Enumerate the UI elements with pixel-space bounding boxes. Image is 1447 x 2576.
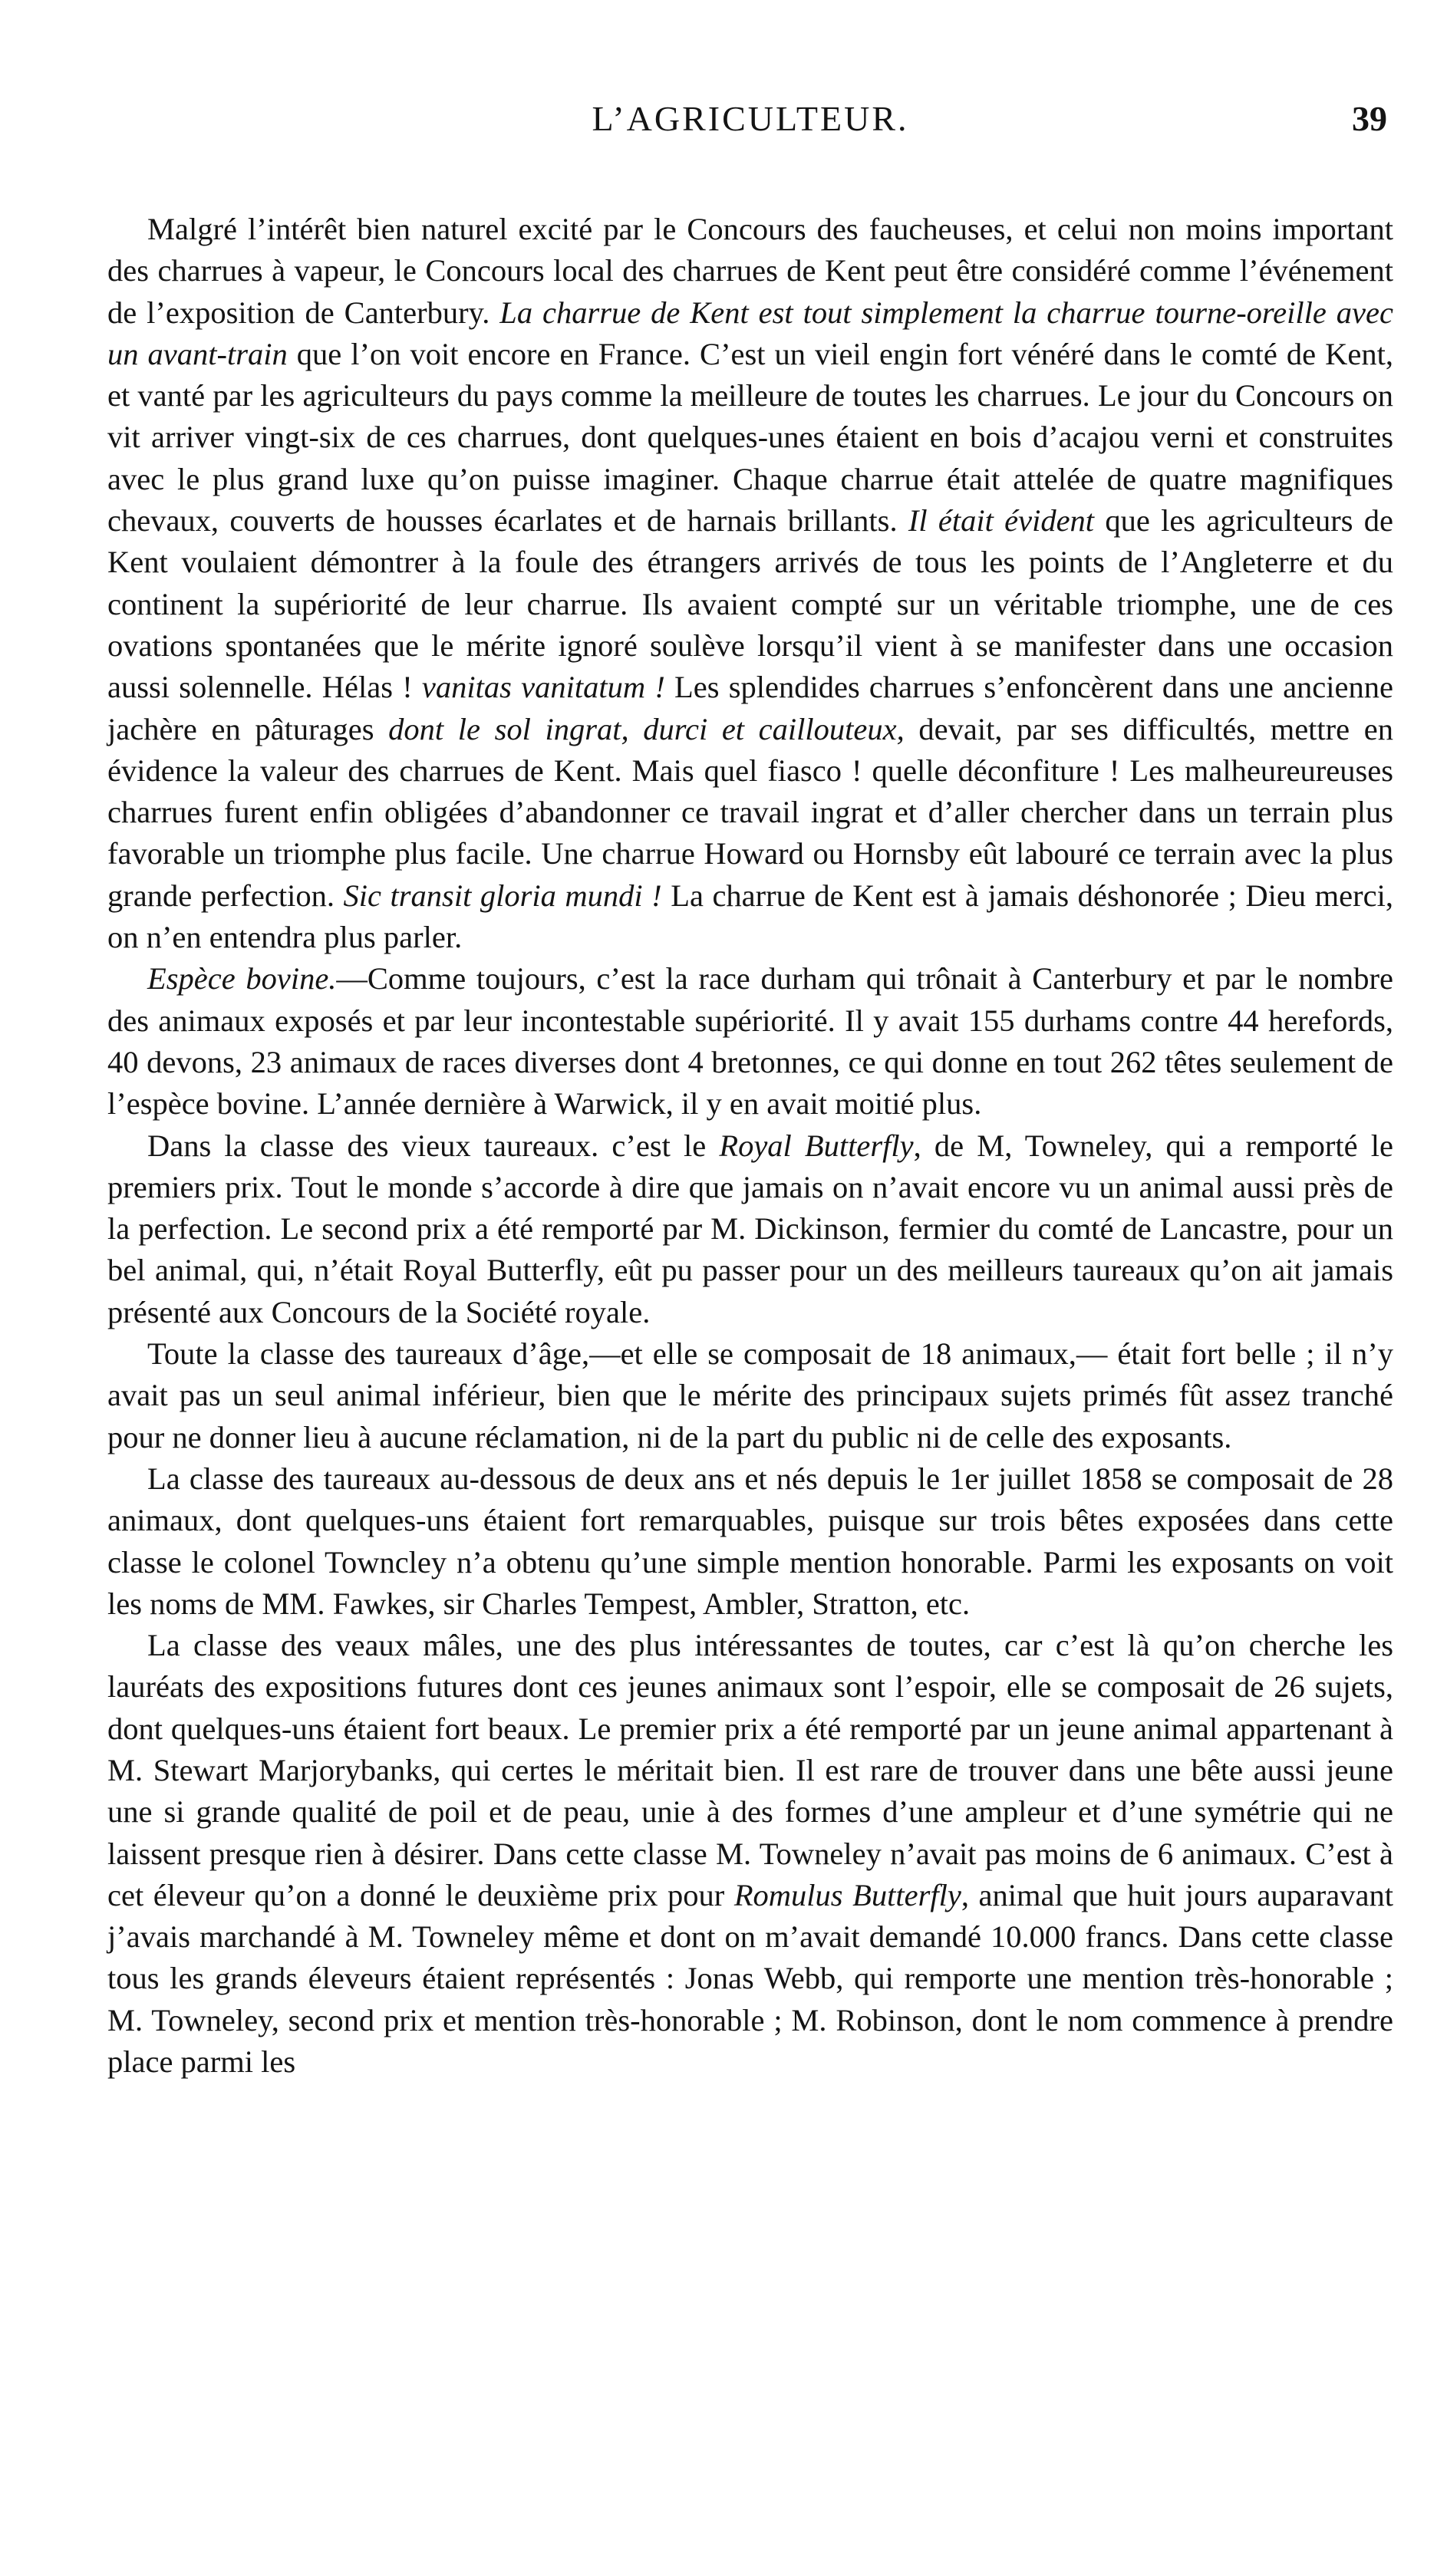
paragraph [107, 1625, 1393, 2083]
paragraph [107, 1125, 1393, 1333]
italic-text: dont le sol ingrat, durci et caillouteux, [388, 711, 905, 746]
running-title: L’AGRICULTEUR. [592, 99, 909, 138]
page-header [107, 98, 1393, 160]
text-run: La charrue de Kent est à jamais déshonorée ; Dieu merci, on n’en entendra plus parler. [107, 878, 1393, 955]
book-page [107, 98, 1393, 2083]
italic-text: Il était évident [908, 503, 1095, 539]
text-run: que les agriculteurs de Kent voulaient démontrer à la foule des étrangers arrivés de tous les points de l’Angleterre et du continent la supériorité de leur charrue. Ils avaient compté sur un véritable triomphe, une de ces ovations spontanées que le mérite ignoré soulève lorsqu’il vient à se manifester dans une occasion aussi solennelle. Hélas ! [107, 503, 1393, 705]
text-run: Malgré l’intérêt bien naturel excité par le Concours des faucheuses, et celui non moins important des charrues à vapeur, le Concours local des charrues de Kent peut être considéré comme l’événement de l’exposition de Canterbury. [107, 212, 1393, 330]
paragraph [107, 209, 1393, 958]
italic-text: vanitas vanitatum ! [421, 670, 665, 705]
italic-text: La charrue de Kent est tout simplement la charrue tourne-oreille avec un avant-train [107, 295, 1393, 371]
italic-text: Romulus Butterfly [733, 1877, 961, 1912]
paragraph [107, 1333, 1393, 1458]
paragraph [107, 958, 1393, 1125]
text-run: que l’on voit encore en France. C’est un vieil engin fort vénéré dans le comté de Kent, et vanté par les agriculteurs du pays comme la meilleure de toutes les charrues. Le jour du Concours on vit arriver vingt-six de ces charrues, dont quelques-unes étaient en bois d’acajou verni et construites avec le plus grand luxe qu’on puisse imaginer. Chaque charrue était attelée de quatre magnifiques chevaux, couverts de housses écarlates et de harnais brillants. [107, 336, 1393, 539]
text-run: Les splendides charrues s’enfoncèrent dans une ancienne jachère en pâturages [107, 670, 1393, 746]
text-run: La classe des taureaux au-dessous de deux ans et nés depuis le 1er juillet 1858 se composait de 28 animaux, dont quelques-uns étaient fort remarquables, puisque sur trois bêtes exposées dans cette classe le colonel Towncley n’a obtenu qu’une simple mention honorable. Parmi les exposants on voit les noms de MM. Fawkes, sir Charles Tempest, Ambler, Stratton, etc. [107, 1461, 1393, 1621]
italic-text: Royal Butterfly [719, 1128, 914, 1163]
page-number: 39 [1352, 99, 1387, 138]
text-run: , animal que huit jours auparavant j’avais marchandé à M. Towneley même et dont on m’avait demandé 10.000 francs. Dans cette classe tous les grands éleveurs étaient représentés : Jonas Webb, qui remporte une mention très-honorable ; M. Towneley, second prix et mention très-honorable ; M. Robinson, dont le nom commence à prendre place parmi les [107, 1877, 1393, 2080]
text-run: , de M, Towneley, qui a remporté le premiers prix. Tout le monde s’accorde à dire que jamais on n’avait encore vu un animal aussi près de la perfection. Le second prix a été remporté par M. Dickinson, fermier du comté de Lancastre, pour un bel animal, qui, n’était Royal Butterfly, eût pu passer pour un des meilleurs taureaux qu’on ait jamais présenté aux Concours de la Société royale. [107, 1128, 1393, 1329]
body-text [107, 209, 1393, 2083]
text-run: devait, par ses difficultés, mettre en évidence la valeur des charrues de Kent. Mais quel fiasco ! quelle déconfiture ! Les malheureureuses charrues furent enfin obligées d’abandonner ce travail ingrat et d’aller chercher dans un terrain plus favorable un triomphe plus facile. Une charrue Howard ou Hornsby eût labouré ce terrain avec la plus grande perfection. [107, 711, 1393, 913]
italic-text: Sic transit gloria mundi ! [343, 878, 662, 913]
text-run: Toute la classe des taureaux d’âge,—et elle se composait de 18 animaux,— était fort belle ; il n’y avait pas un seul animal inférieur, bien que le mérite des principaux sujets primés fût assez tranché pour ne donner lieu à aucune réclamation, ni de la part du public ni de celle des exposants. [107, 1336, 1393, 1454]
paragraph [107, 1458, 1393, 1625]
text-run: —Comme toujours, c’est la race durham qui trônait à Canterbury et par le nombre des animaux exposés et par leur incontestable supériorité. Il y avait 155 durhams contre 44 herefords, 40 devons, 23 animaux de races diverses dont 4 bretonnes, ce qui donne en tout 262 têtes seulement de l’espèce bovine. L’année dernière à Warwick, il y en avait moitié plus. [107, 961, 1393, 1122]
text-run: Dans la classe des vieux taureaux. c’est le [147, 1128, 720, 1163]
italic-text: Espèce bovine. [147, 961, 337, 996]
text-run: La classe des veaux mâles, une des plus intéressantes de toutes, car c’est là qu’on cherche les lauréats des expositions futures dont ces jeunes animaux sont l’espoir, elle se composait de 26 sujets, dont quelques-uns étaient fort beaux. Le premier prix a été remporté par un jeune animal appartenant à M. Stewart Marjorybanks, qui certes le méritait bien. Il est rare de trouver dans une bête aussi jeune une si grande qualité de poil et de peau, unie à des formes d’une ampleur et d’une symétrie qui ne laissent presque rien à désirer. Dans cette classe M. Towneley n’avait pas moins de 6 animaux. C’est à cet éleveur qu’on a donné le deuxième prix pour [107, 1628, 1393, 1912]
